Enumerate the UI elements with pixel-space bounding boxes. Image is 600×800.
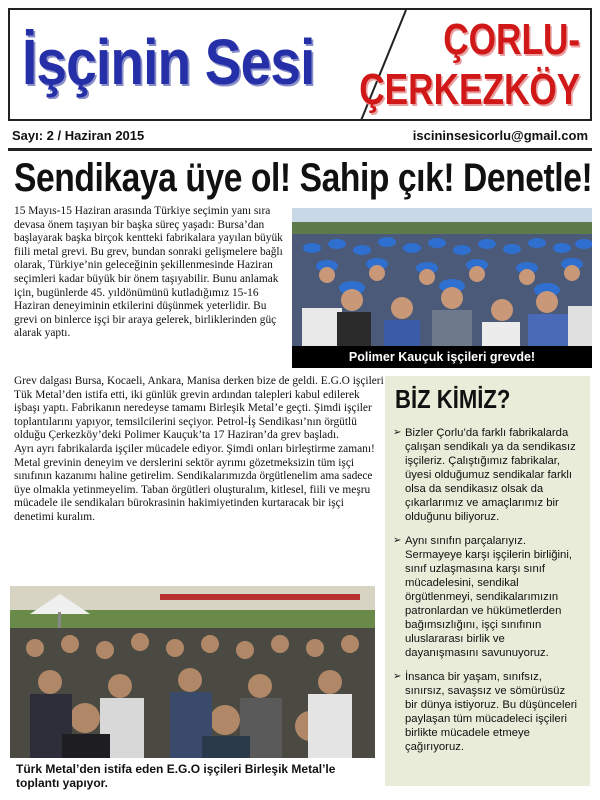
city-name-line1: ÇORLU-: [443, 15, 580, 64]
article-paragraph-3: Ayrı ayrı fabrikalarda işçiler mücadele ediyor. Şimdi onları birleştirme zamanı! Metal grevinin deneyim ve derslerini sektör ayrımı gözetmeksizin tüm işçi sınıfının kazanımı haline getirelim. Sendikalarımızda örgütlenelim ama sadece üye olmakla yetinmeyelim. Taban örgütleri oluşturalım, kitlesel, fiili ve meşru mücadele ile sendikaları bürokrasinin hakimiyetinden kurtaracak bir işçi denetimi kuralım.: [14, 442, 375, 523]
arrow-bullet-icon: ➢: [393, 535, 402, 546]
city-name-line2: ÇERKEZKÖY: [359, 65, 580, 114]
list-item-text: Bizler Çorlu’da farklı fabrikalarda çalışan sendikalı ya da sendikasız işçileriz. Çalıştığımız fabrikalar, üyesi olduğumuz sendikalar farklı olsa da sendikasız olsak da çıkarlarımız ve amaçlarımız bir olduğunu biliyoruz.: [405, 427, 576, 523]
about-us-list: [393, 426, 580, 754]
about-us-box: [385, 376, 590, 786]
newspaper-title: İşçinin Sesi: [22, 26, 315, 98]
header-rule: [8, 148, 592, 151]
article-paragraph-2: Grev dalgası Bursa, Kocaeli, Ankara, Manisa derken bize de geldi. E.G.O işçileri Tük Metal’den istifa etti, iki günlük grevin ardından talepleri kabul edilerek işbaşı yaptı. Fabrikanın neredeyse tamamı Birleşik Metal’e geçti. Şimdi işçiler toplantılarını yapıyor, temsilcilerini seçiyor. Petrol-İş Sendikası’nın örgütlü olduğu Çerkezköy’deki Polimer Kauçuk’ta 17 Haziran’da grev başladı.: [14, 375, 384, 442]
workers-meeting-image: [10, 586, 375, 758]
main-headline: Sendikaya üye ol! Sahip çık! Denetle!: [14, 156, 593, 200]
arrow-bullet-icon: ➢: [393, 671, 402, 682]
arrow-bullet-icon: ➢: [393, 427, 402, 438]
list-item: [393, 426, 580, 524]
issue-number: Sayı: 2 / Haziran 2015: [12, 128, 145, 143]
strike-photo: [292, 208, 592, 368]
crowd-with-blue-caps-image: [292, 208, 592, 368]
list-item-text: İnsanca bir yaşam, sınıfsız, sınırsız, savaşsız ve sömürüsüz bir dünya istiyoruz. Bu düşünceleri paylaşan tüm mücadeleci işçileri birlikte mücadele etmeye çağırıyoruz.: [405, 671, 578, 753]
list-item: [393, 534, 580, 660]
masthead: [8, 8, 592, 121]
contact-email: iscininsesicorlu@gmail.com: [412, 128, 588, 143]
article-body-continued: [14, 375, 386, 525]
about-us-title: BİZ KİMİZ?: [395, 384, 511, 414]
issue-info-bar: [12, 128, 588, 146]
meeting-photo: [10, 586, 375, 758]
photo-caption-2: Türk Metal’den istifa eden E.G.O işçileri Birleşik Metal’le toplantı yapıyor.: [16, 762, 336, 790]
article-paragraph-1: 15 Mayıs-15 Haziran arasında Türkiye seçimin yanı sıra devasa önem taşıyan bir başka süreç yaşadı: Bursa’dan başlayarak başka birçok kentteki fabrikalara yayılan büyük fiili metal grevi. Bu grev, bundan sonraki gelişmelere bağlı olarak, Türkiye’nin geleceğinin şekillenmesinde Haziran seçimleri kadar büyük bir önem taşıyabilir. Bunu anlamak için, bugünlerde 45. yıldönümünü kutladığımız 15-16 Haziran deneyiminin etkilerini düşünmek yeterlidir. Bu grevi on binlerce işçi bir araya gelerek, birliklerinden güç alarak yaptı.: [14, 205, 283, 340]
list-item-text: Aynı sınıfın parçalarıyız. Sermayeye karşı işçilerin birliğini, sınıf uzlaşmasına karşı sınıf mücadelesini, sendikal örgütlenmeyi, sendikalarımızın patronlardan ve hükümetlerden bağımsızlığını, işçi sınıfının uluslararası birlik ve dayanışmasını savunuyoruz.: [405, 535, 572, 659]
photo-caption-1: Polimer Kauçuk işçileri grevde!: [292, 346, 592, 368]
list-item: [393, 670, 580, 754]
